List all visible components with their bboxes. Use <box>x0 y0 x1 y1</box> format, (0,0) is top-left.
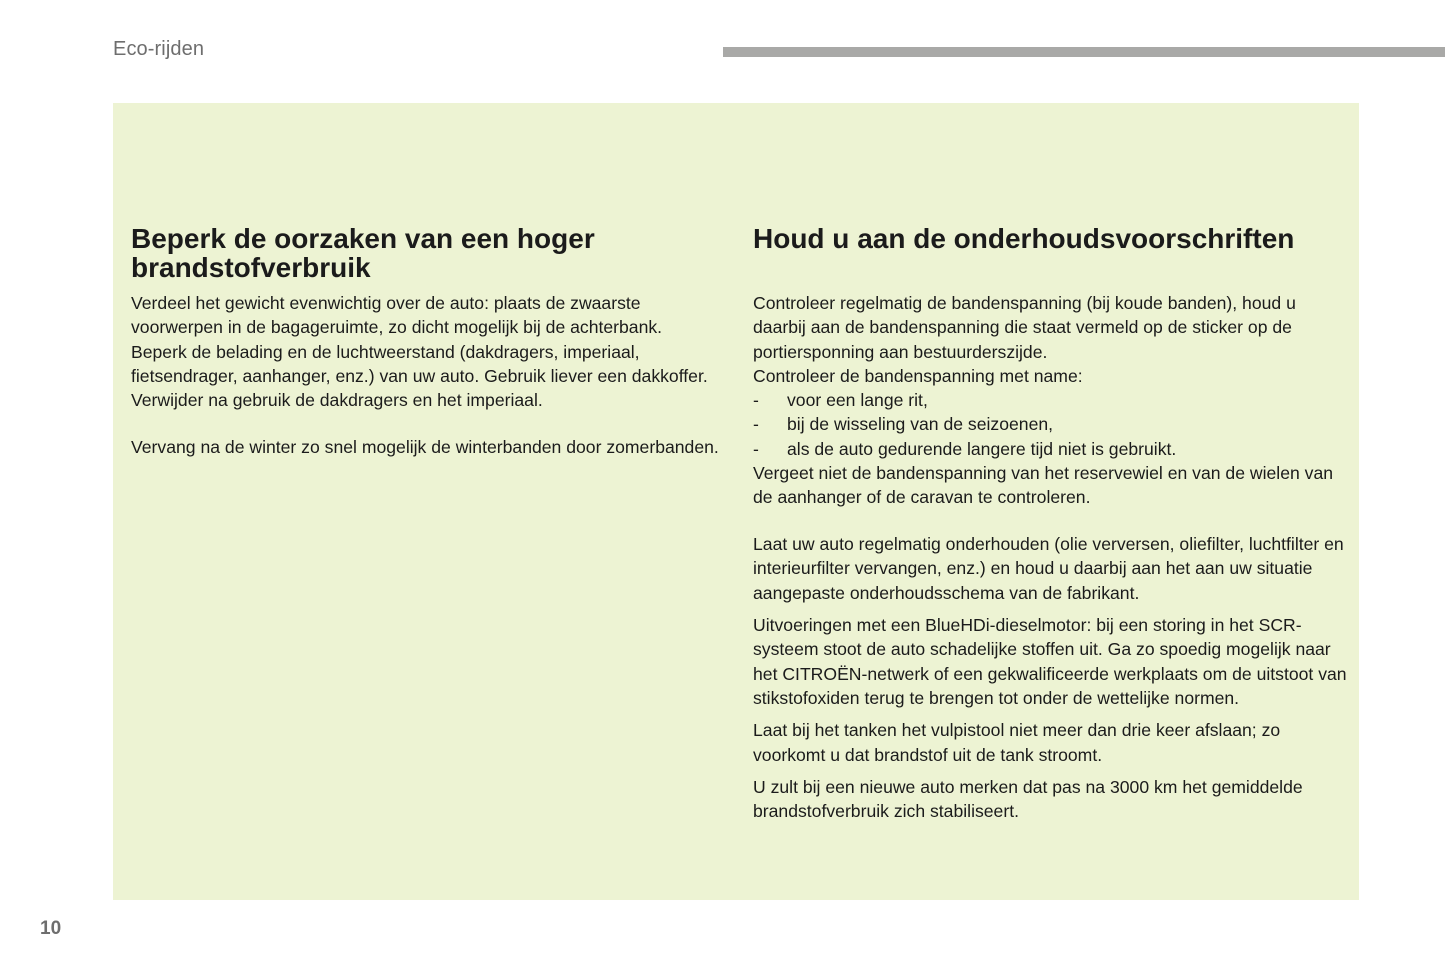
left-heading: Beperk de oorzaken van een hoger brandstofverbruik <box>131 223 595 283</box>
load-reduction-paragraph: Beperk de belading en de luchtweerstand (dakdragers, imperiaal, fietsendrager, aanhanger, enz.) van uw auto. Gebruik liever een dakkoffer. <box>131 341 708 386</box>
header-divider-bar <box>723 47 1445 57</box>
right-heading: Houd u aan de onderhoudsvoorschriften <box>753 223 1295 254</box>
bluehdi-paragraph: Uitvoeringen met een BlueHDi-dieselmotor: bij een storing in het SCR-systeem stoot de auto schadelijke stoffen uit. Ga zo spoedig mogelijk naar het CITROËN-netwerk of een gekwalificeerde werkplaats om de uitstoot van stikstofoxiden terug te brengen tot onder de wettelijke normen. <box>753 615 1347 708</box>
spacer <box>753 605 1353 613</box>
list-item <box>753 388 1353 412</box>
dash-bullet-icon: - <box>753 438 759 459</box>
spacer <box>131 412 731 435</box>
content-panel <box>113 103 1359 900</box>
weight-distribution-paragraph: Verdeel het gewicht evenwichtig over de auto: plaats de zwaarste voorwerpen in de bagageruimte, zo dicht mogelijk bij de achterbank. <box>131 293 663 338</box>
new-car-paragraph: U zult bij een nieuwe auto merken dat pas na 3000 km het gemiddelde brandstofverbruik zich stabiliseert. <box>753 776 1303 822</box>
list-item <box>753 412 1353 436</box>
dash-bullet-icon: - <box>753 414 759 435</box>
spacer <box>753 767 1353 775</box>
spacer <box>753 710 1353 718</box>
tyre-pressure-intro: Controleer regelmatig de bandenspanning (bij koude banden), houd u daarbij aan de bandenspanning die staat vermeld op de sticker op de portiersponning aan bestuurderszijde. <box>753 293 1296 362</box>
list-item <box>753 437 1353 461</box>
dash-bullet-icon: - <box>753 390 759 411</box>
refuelling-paragraph: Laat bij het tanken het vulpistool niet meer dan drie keer afslaan; zo voorkomt u dat brandstof uit de tank stroomt. <box>753 720 1281 765</box>
winter-tyres-paragraph: Vervang na de winter zo snel mogelijk de winterbanden door zomerbanden. <box>131 436 719 457</box>
maintenance-paragraph: Laat uw auto regelmatig onderhouden (olie verversen, oliefilter, luchtfilter en interieurfilter vervangen, enz.) en houd u daarbij aan het aan uw situatie aangepaste onderhoudsschema van de fabrikant. <box>753 534 1344 603</box>
list-item-text: voor een lange rit, <box>787 390 928 411</box>
tyre-pressure-list-intro: Controleer de bandenspanning met name: <box>753 365 1083 386</box>
left-body <box>131 291 731 459</box>
list-item-text: als de auto gedurende langere tijd niet is gebruikt. <box>787 438 1177 459</box>
list-item-text: bij de wisseling van de seizoenen, <box>787 414 1054 435</box>
tyre-check-list <box>753 388 1353 461</box>
page-number: 10 <box>40 918 62 939</box>
spare-wheel-paragraph: Vergeet niet de bandenspanning van het reservewiel en van de wielen van de aanhanger of de caravan te controleren. <box>753 463 1334 508</box>
spacer <box>753 510 1353 533</box>
right-body <box>753 291 1353 823</box>
remove-roof-rack-paragraph: Verwijder na gebruik de dakdragers en het imperiaal. <box>131 390 543 411</box>
section-title: Eco-rijden <box>113 38 205 60</box>
